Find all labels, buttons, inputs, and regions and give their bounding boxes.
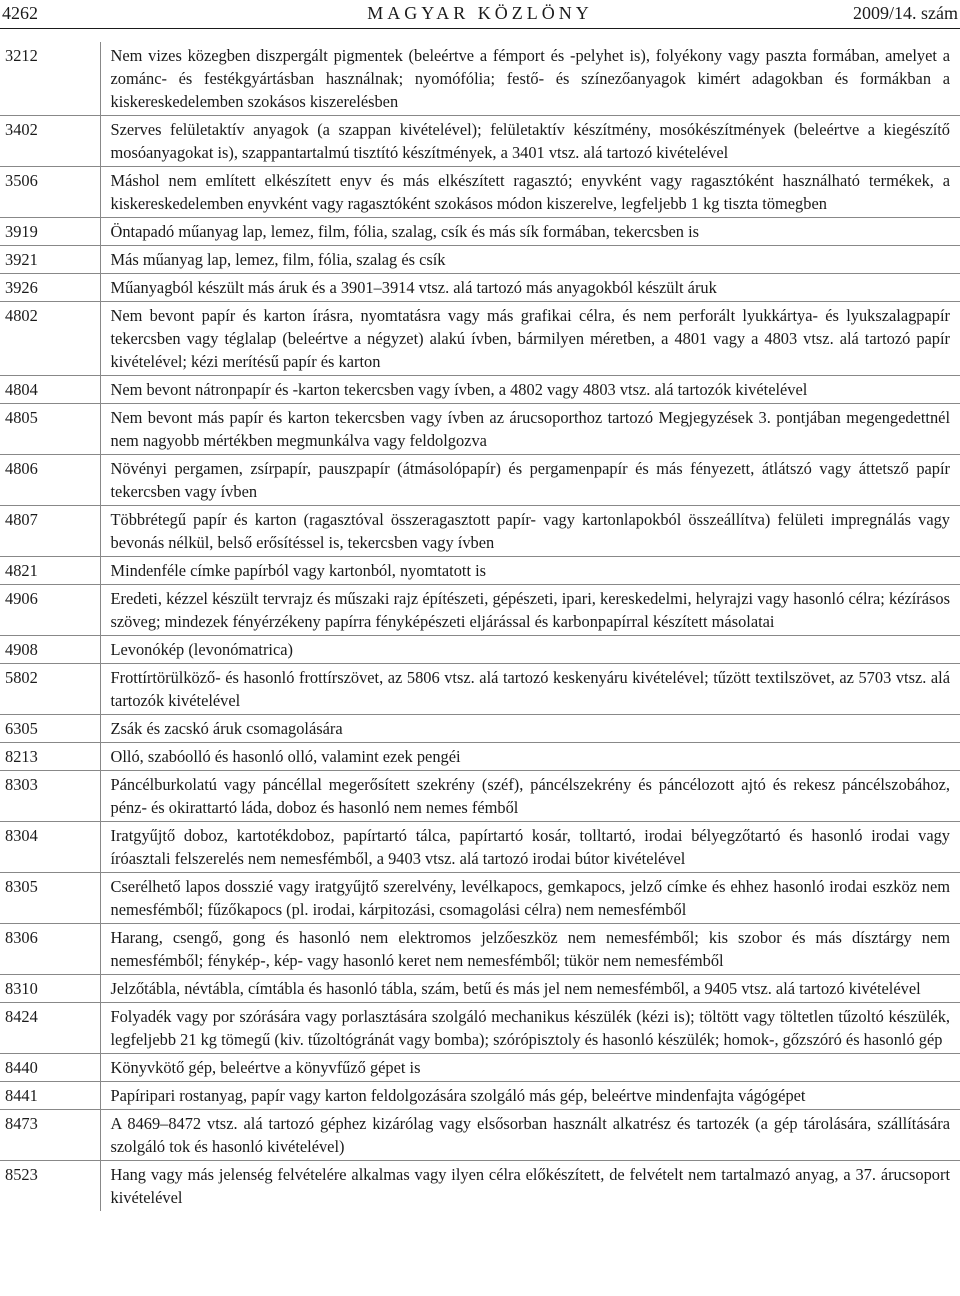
product-description: Páncélburkolatú vagy páncéllal megerősített szekrény (széf), páncélszekrény és páncélozott ajtó és rekesz páncélszobához, pénz- és okirattartó láda, doboz és hasonló nem nemes fémből [100,771,960,822]
product-description: Hang vagy más jelenség felvételére alkalmas vagy ilyen célra előkészített, de felvételt nem tartalmazó anyag, a 37. árucsoport kivételével [110,1165,950,1207]
product-description: Mindenféle címke papírból vagy kartonból, nyomtatott is [100,557,960,585]
product-description: Növényi pergamen, zsírpapír, pauszpapír (átmásolópapír) és pergamenpapír és más fényezett, átlátszó vagy áttetsző papír tekercsben vagy ívben [100,455,960,506]
table-row [0,376,960,404]
journal-title: MAGYAR KÖZLÖNY [367,3,593,23]
product-description: Nem vizes közegben diszpergált pigmentek (beleértve a fémport és -pelyhet is), folyékony vagy paszta formában, amelyet a zománc- és festékgyártásban használnak; nyomófólia; festő- és színezőanyagok kimért adagokban és formákban a kiskereskedelemben szokásos kiszerelésben [100,42,960,116]
tariff-code: 3402 [0,116,100,167]
product-description: Máshol nem említett elkészített enyv és más elkészített ragasztó; enyvként vagy ragasztóként használható termékek, a kiskereskedelemben enyvként vagy ragasztóként szokásos módon kiszerelve, legfeljebb 1 kg tiszta tömegben [100,167,960,218]
product-description: Harang, csengő, gong és hasonló nem elektromos jelzőeszköz nem nemesfémből; kis szobor és más dísztárgy nem nemesfémből; fénykép-, kép- vagy hasonló keret nem nemesfémből; tükör nem nemesfémből [100,924,960,975]
tariff-code: 3212 [0,42,100,116]
product-description: Jelzőtábla, névtábla, címtábla és hasonló tábla, szám, betű és más jel nem nemesfémből, a 9405 vtsz. alá tartozó kivételével [100,975,960,1003]
table-row [0,1161,960,1212]
tariff-code: 4906 [0,585,100,636]
tariff-code: 8424 [0,1003,100,1054]
tariff-code: 4807 [0,506,100,557]
table-row [0,274,960,302]
tariff-code: 8523 [0,1161,100,1212]
table-row [0,636,960,664]
product-description: Iratgyűjtő doboz, kartotékdoboz, papírtartó tálca, papírtartó kosár, tolltartó, irodai bélyegzőtartó és hasonló irodai vagy íróasztali felszerelés nem nemesfémből, a 9403 vtsz. alá tartozó irodai bútor kivételével [100,822,960,873]
table-row [0,42,960,116]
tariff-code: 4806 [0,455,100,506]
tariff-code: 3506 [0,167,100,218]
table-row [0,873,960,924]
product-description: Műanyagból készült más áruk és a 3901–3914 vtsz. alá tartozó más anyagokból készült áruk [100,274,960,302]
product-description: Könyvkötő gép, beleértve a könyvfűző gépet is [100,1054,960,1082]
table-row [0,116,960,167]
product-description: Más műanyag lap, lemez, film, fólia, szalag és csík [100,246,960,274]
tariff-code: 8310 [0,975,100,1003]
tariff-code: 8306 [0,924,100,975]
table-row [0,246,960,274]
tariff-code: 4804 [0,376,100,404]
table-row [0,822,960,873]
product-description: Olló, szabóolló és hasonló olló, valamint ezek pengéi [100,743,960,771]
table-row [0,167,960,218]
product-description: Folyadék vagy por szórására vagy porlasztására szolgáló mechanikus készülék (kézi is); töltött vagy töltetlen tűzoltó készülék, legfeljebb 21 kg tömegű (kiv. tűzoltógránát vagy bomba); szórópisztoly és hasonló készülék; homok-, gőzszóró és hasonló gép [100,1003,960,1054]
table-row [0,924,960,975]
tariff-code: 8213 [0,743,100,771]
product-description: Nem bevont más papír és karton tekercsben vagy ívben az árucsoporthoz tartozó Megjegyzések 3. pontjában megengedettnél nem nagyobb mértékben megmunkálva vagy feldolgozva [100,404,960,455]
table-row [0,1082,960,1110]
tariff-code: 3921 [0,246,100,274]
product-description: Cserélhető lapos dosszié vagy iratgyűjtő szerelvény, levélkapocs, gemkapocs, jelző címke és ehhez hasonló irodai eszköz nem nemesfémből; fűzőkapocs (pl. irodai, kárpitozási, csomagolási célra) nem nemesfémből [100,873,960,924]
tariff-code: 4908 [0,636,100,664]
table-body [0,42,960,1211]
table-row [0,743,960,771]
product-description: Szerves felületaktív anyagok (a szappan kivételével); felületaktív készítmény, mosókészítmények (beleértve a kiegészítő mosóanyagokat is), szappantartalmú tisztító készítmények, a 3401 vtsz. alá tartozó kivételével [100,116,960,167]
table-row [0,1003,960,1054]
table-row [0,664,960,715]
page-header [0,0,960,26]
table-row [0,557,960,585]
header-divider [0,28,960,29]
table-row [0,506,960,557]
table-row [0,1110,960,1161]
product-description: Öntapadó műanyag lap, lemez, film, fólia, szalag, csík és más sík formában, tekercsben is [100,218,960,246]
tariff-code: 5802 [0,664,100,715]
table-row [0,218,960,246]
table-row [0,585,960,636]
product-description: Zsák és zacskó áruk csomagolására [100,715,960,743]
product-description: Eredeti, kézzel készült tervrajz és műszaki rajz építészeti, gépészeti, ipari, kereskedelmi, helyrajzi vagy hasonló célra; kézírásos szöveg; mindezek fényérzékeny papírra fényképészeti eljárással és karbonpapírral készített másolatai [100,585,960,636]
product-description: Papíripari rostanyag, papír vagy karton feldolgozására szolgáló más gép, beleértve mindenfajta vágógépet [100,1082,960,1110]
tariff-code: 3926 [0,274,100,302]
table-row [0,771,960,822]
tariff-code: 8440 [0,1054,100,1082]
tariff-code: 6305 [0,715,100,743]
issue-number: 2009/14. szám [853,3,958,23]
product-description: A 8469–8472 vtsz. alá tartozó géphez kizárólag vagy elsősorban használt alkatrész és tartozék (a gép tárolására, szállítására szolgáló tok és hasonló kivételével) [100,1110,960,1161]
tariff-code: 3919 [0,218,100,246]
tariff-code: 8303 [0,771,100,822]
tariff-code: 8441 [0,1082,100,1110]
table-row [0,975,960,1003]
tariff-code: 4821 [0,557,100,585]
table-row [0,302,960,376]
tariff-code: 8473 [0,1110,100,1161]
product-description: Többrétegű papír és karton (ragasztóval összeragasztott papír- vagy kartonlapokból összeállítva) felületi impregnálás vagy bevonás nélkül, belső erősítéssel is, tekercsben vagy ívben [100,506,960,557]
table-row [0,404,960,455]
table-row [0,455,960,506]
product-description: Levonókép (levonómatrica) [100,636,960,664]
tariff-code: 4805 [0,404,100,455]
product-description: Nem bevont papír és karton írásra, nyomtatásra vagy más grafikai célra, és nem perforált lyukkártya- és lyukszalagpapír tekercsben vagy téglalap (beleértve a négyzet) alakú ívben, bármilyen méretben, a 4801 vagy a 4803 vtsz. alá tartozó papír kivételével; kézi merítésű papír és karton [100,302,960,376]
product-description: Nem bevont nátronpapír és -karton tekercsben vagy ívben, a 4802 vagy 4803 vtsz. alá tartozók kivételével [100,376,960,404]
customs-code-table [0,42,960,1211]
page-number: 4262 [2,3,38,23]
product-description: Frottírtörülköző- és hasonló frottírszövet, az 5806 vtsz. alá tartozó keskenyáru kivételével; tűzött textilszövet, az 5703 vtsz. alá tartozók kivételével [100,664,960,715]
tariff-code: 4802 [0,302,100,376]
table-row [0,715,960,743]
tariff-code: 8305 [0,873,100,924]
table-row [0,1054,960,1082]
tariff-code: 8304 [0,822,100,873]
